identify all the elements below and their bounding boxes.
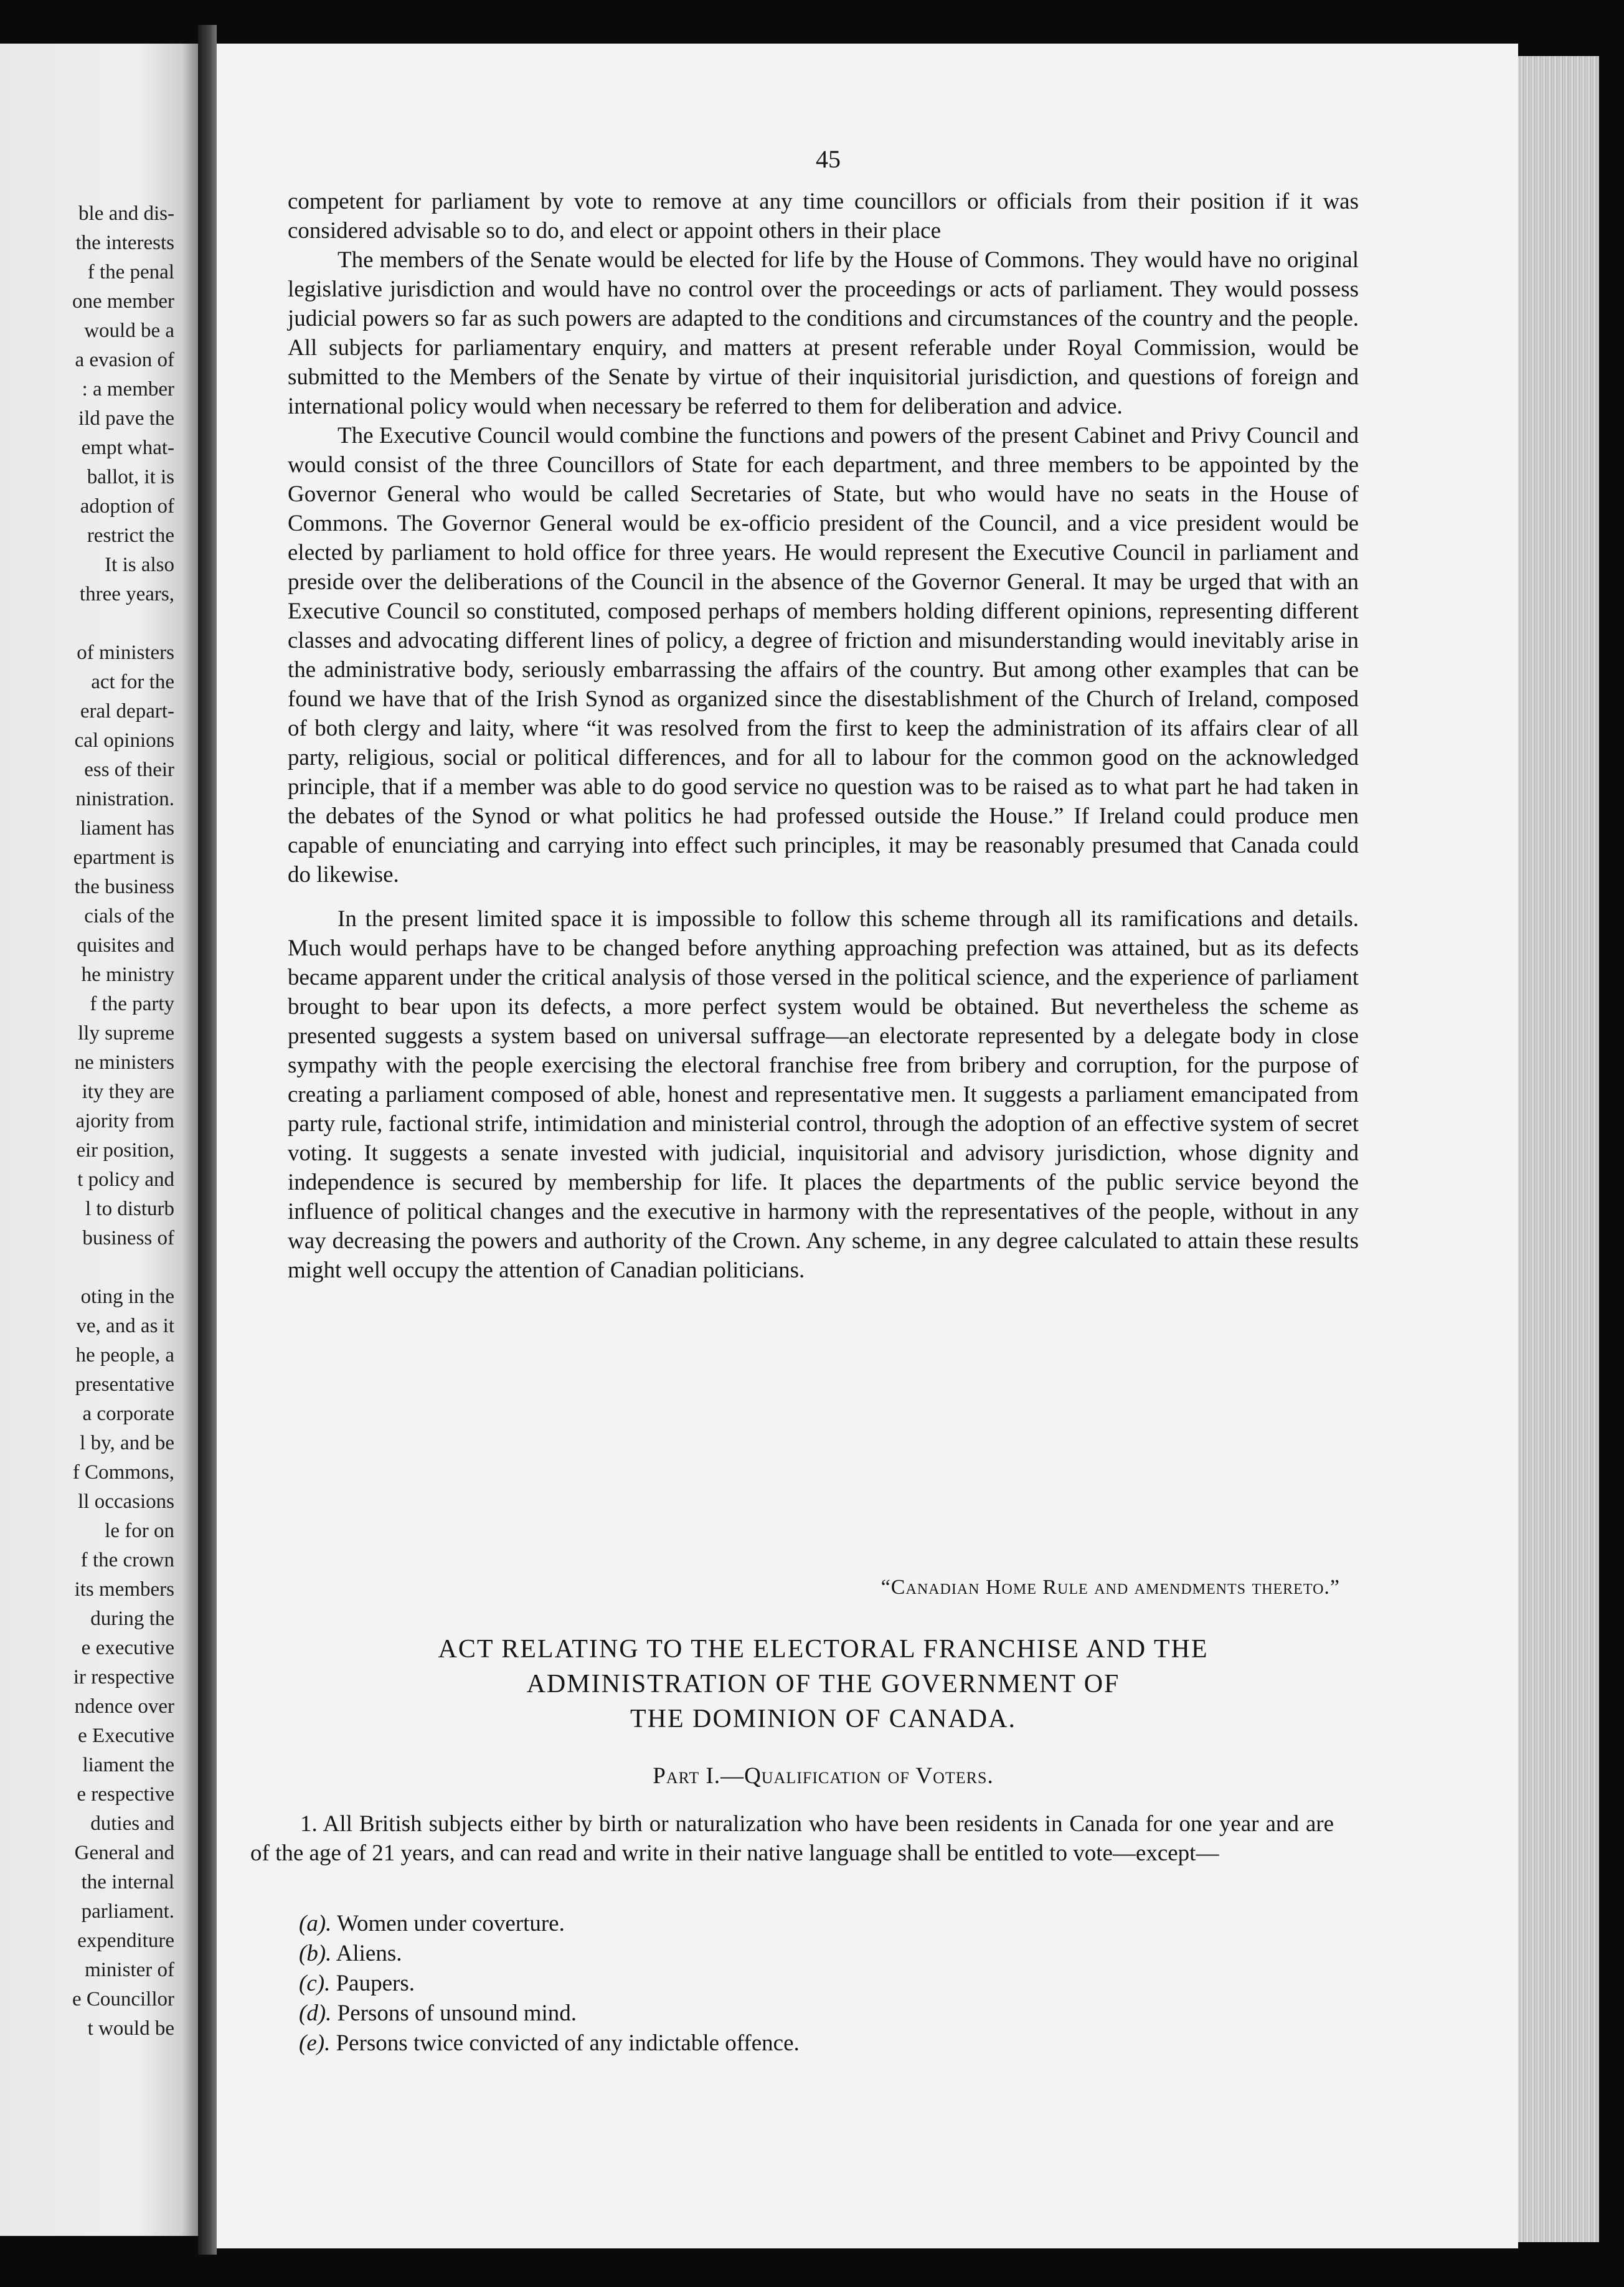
left-page-line: eir position, [76, 1139, 174, 1162]
left-page-line: ballot, it is [87, 466, 174, 488]
left-page-line: expenditure [77, 1930, 174, 1952]
act-title-line-1: ACT RELATING TO THE ELECTORAL FRANCHISE AND THE [438, 1635, 1209, 1664]
page-number: 45 [816, 145, 841, 173]
left-page-line: f Commons, [72, 1461, 174, 1484]
left-page-line: he people, a [75, 1344, 174, 1366]
left-page-line: : a member [82, 378, 174, 400]
page-edges [1518, 56, 1599, 2242]
left-page-line: its members [74, 1578, 174, 1601]
left-page-line [0, 1253, 174, 1282]
left-page-line: General and [74, 1842, 174, 1864]
left-page-line: ninistration. [75, 788, 174, 810]
left-page-line: minister of [85, 1959, 174, 1981]
left-page-line: adoption of [80, 495, 174, 518]
left-page-line: ble and dis- [78, 202, 174, 225]
paragraph-scheme-summary: In the present limited space it is impossible to follow this scheme through all its ramifications and details. Much would perhaps have to be changed before anything approaching prefection was attained, but as its defects became apparent under the critical analysis of those versed in the political science, and the experience of parliament brought to bear upon its defects, a more perfect system would be obtained. But nevertheless the scheme as presented suggests a system based on universal suffrage—an electorate represented by a delegate body in close sympathy with the people exercising the electoral franchise free from bribery and corruption, for the purpose of creating a parliament composed of able, honest and representative men. It suggests a parliament emancipated from party rule, factional strife, intimidation and ministerial control, through the adoption of an effective system of secret voting. It suggests a senate invested with judicial, inquisitorial and advisory jurisdiction, whose dignity and independence is secured by membership for life. It places the departments of the public service beyond the influence of political changes and the executive in harmony with the representatives of the people, without in any way decreasing the powers and authority of the Crown. Any scheme, in any degree calculated to attain these results might well occupy the attention of Canadian politicians. [288, 906, 1359, 1283]
left-page-line: restrict the [87, 524, 174, 547]
paragraph-senate: The members of the Senate would be elected for life by the House of Commons. They would have no original legislative jurisdiction and would have no control over the proceedings or acts of parliament. They would possess judicial powers so far as such powers are adapted to the conditions and circumstances of the country and the people. All subjects for parliamentary enquiry, and matters at present referable under Royal Commission, would be submitted to the Members of the Senate by virtue of their inquisitorial jurisdiction, and questions of foreign and international policy would when necessary be referred to them for deliberation and advice. [288, 247, 1359, 419]
clause-1: 1. All British subjects either by birth or naturalization who have been residents in Canada for one year and are of the age of 21 years, and can read and write in their native language shall be entitled to vote—except— [250, 1811, 1334, 1866]
left-page-line: e Councillor [72, 1988, 174, 2010]
left-page-line: ne ministers [74, 1051, 174, 1074]
left-page-line: the interests [75, 232, 174, 254]
left-page-line: empt what- [81, 437, 174, 459]
left-page-line: would be a [84, 320, 174, 342]
left-page-line: liament has [80, 817, 174, 840]
left-page-line: eral depart- [80, 700, 174, 722]
left-page-line: a corporate [82, 1403, 174, 1425]
left-page-line: e Executive [78, 1725, 174, 1747]
left-page-line: f the crown [80, 1549, 174, 1571]
exception-item: (a). Women under coverture. [299, 1911, 565, 1936]
left-page-line: business of [82, 1227, 174, 1249]
book-gutter [198, 25, 217, 2255]
exception-item: (b). Aliens. [299, 1941, 402, 1966]
left-page-line: act for the [91, 671, 174, 693]
left-page-line: f the penal [87, 261, 174, 283]
left-page-line: ess of their [84, 759, 174, 781]
left-page-line: ndence over [74, 1695, 174, 1718]
left-page-line: l by, and be [80, 1432, 174, 1454]
exceptions-list [299, 1909, 1171, 2058]
left-page-line: le for on [105, 1520, 174, 1542]
paragraph-executive-council: The Executive Council would combine the functions and powers of the present Cabinet and Privy Council and would consist of the three Councillors of State for each department, and three members to be appointed by the Governor General who would be called Secretaries of State, but who would have no seats in the House of Commons. The Governor General would be ex-officio president of the Council, and a vice president would be elected by parliament to hold office for three years. He would represent the Executive Council in parliament and preside over the deliberations of the Council in the absence of the Governor General. It may be urged that with an Executive Council so constituted, composed perhaps of members holding different opinions, representing different classes and advocating different lines of policy, a degree of friction and misunderstanding would inevitably arise in the administrative body, seriously embarrassing the affairs of the country. But among other examples that can be found we have that of the Irish Synod as organized since the disestablishment of the Church of Ireland, composed of both clergy and laity, where “it was resolved from the first to keep the administration of its affairs clear of all party, religious, social or political differences, and for all to labour for the common good on the acknowledged principle, that if a member was able to do good service no question was to be raised as to what part he had taken in the debates of the Synod or what politics he had professed outside the House.” If Ireland could produce men capable of enunciating and carrying into effect such principles, it may be reasonably presumed that Canada could do likewise. [288, 423, 1359, 888]
left-facing-page [0, 44, 198, 2236]
left-page-line: of ministers [77, 642, 174, 664]
left-page-line: ve, and as it [76, 1315, 174, 1337]
left-page-line: lly supreme [78, 1022, 174, 1044]
left-page-line: a evasion of [75, 349, 174, 371]
left-page-line: t policy and [77, 1168, 174, 1191]
left-page-line: presentative [75, 1373, 174, 1396]
left-page-line: quisites and [77, 934, 174, 957]
exception-item: (d). Persons of unsound mind. [299, 2001, 577, 2026]
left-page-line [0, 609, 174, 638]
left-page-text [0, 199, 174, 2043]
left-page-line: during the [90, 1608, 174, 1630]
left-page-line: cal opinions [74, 729, 174, 752]
left-page-line: he ministry [81, 964, 174, 986]
left-page-line: e executive [81, 1637, 174, 1659]
left-page-line: the internal [81, 1871, 174, 1893]
body-text [288, 187, 1359, 1285]
part-heading: Part I.—Qualification of Voters. [653, 1763, 994, 1789]
left-page-line: epartment is [73, 846, 174, 869]
left-page-line: e respective [77, 1783, 174, 1806]
left-page-line: oting in the [80, 1286, 174, 1308]
attribution: “Canadian Home Rule and amendments thereto.” [880, 1576, 1340, 1599]
left-page-line: one member [72, 290, 174, 313]
exception-item: (c). Paupers. [299, 1971, 415, 1996]
left-page-line: ll occasions [78, 1490, 174, 1513]
act-title-line-2: ADMINISTRATION OF THE GOVERNMENT OF [526, 1670, 1120, 1698]
left-page-line: liament the [82, 1754, 174, 1776]
act-title [288, 1632, 1359, 1736]
paragraph-continued: competent for parliament by vote to remove at any time councillors or officials from their position if it was considered advisable so to do, and elect or appoint others in their place [288, 189, 1359, 244]
exception-item: (e). Persons twice convicted of any indictable offence. [299, 2030, 800, 2056]
left-page-line: parliament. [81, 1900, 174, 1923]
left-page-line: ir respective [73, 1666, 174, 1688]
left-page-line: ajority from [75, 1110, 174, 1132]
left-page-line: f the party [90, 993, 174, 1015]
left-page-line: three years, [79, 583, 174, 605]
left-page-line: ity they are [82, 1081, 174, 1103]
left-page-line: duties and [90, 1812, 174, 1835]
left-page-line: the business [74, 876, 174, 898]
left-page-line: l to disturb [85, 1198, 174, 1220]
left-page-line: t would be [87, 2017, 174, 2040]
left-page-line: cials of the [84, 905, 174, 927]
left-page-line: It is also [105, 554, 174, 576]
act-title-line-3: THE DOMINION OF CANADA. [630, 1705, 1016, 1733]
left-page-line: ild pave the [78, 407, 174, 430]
